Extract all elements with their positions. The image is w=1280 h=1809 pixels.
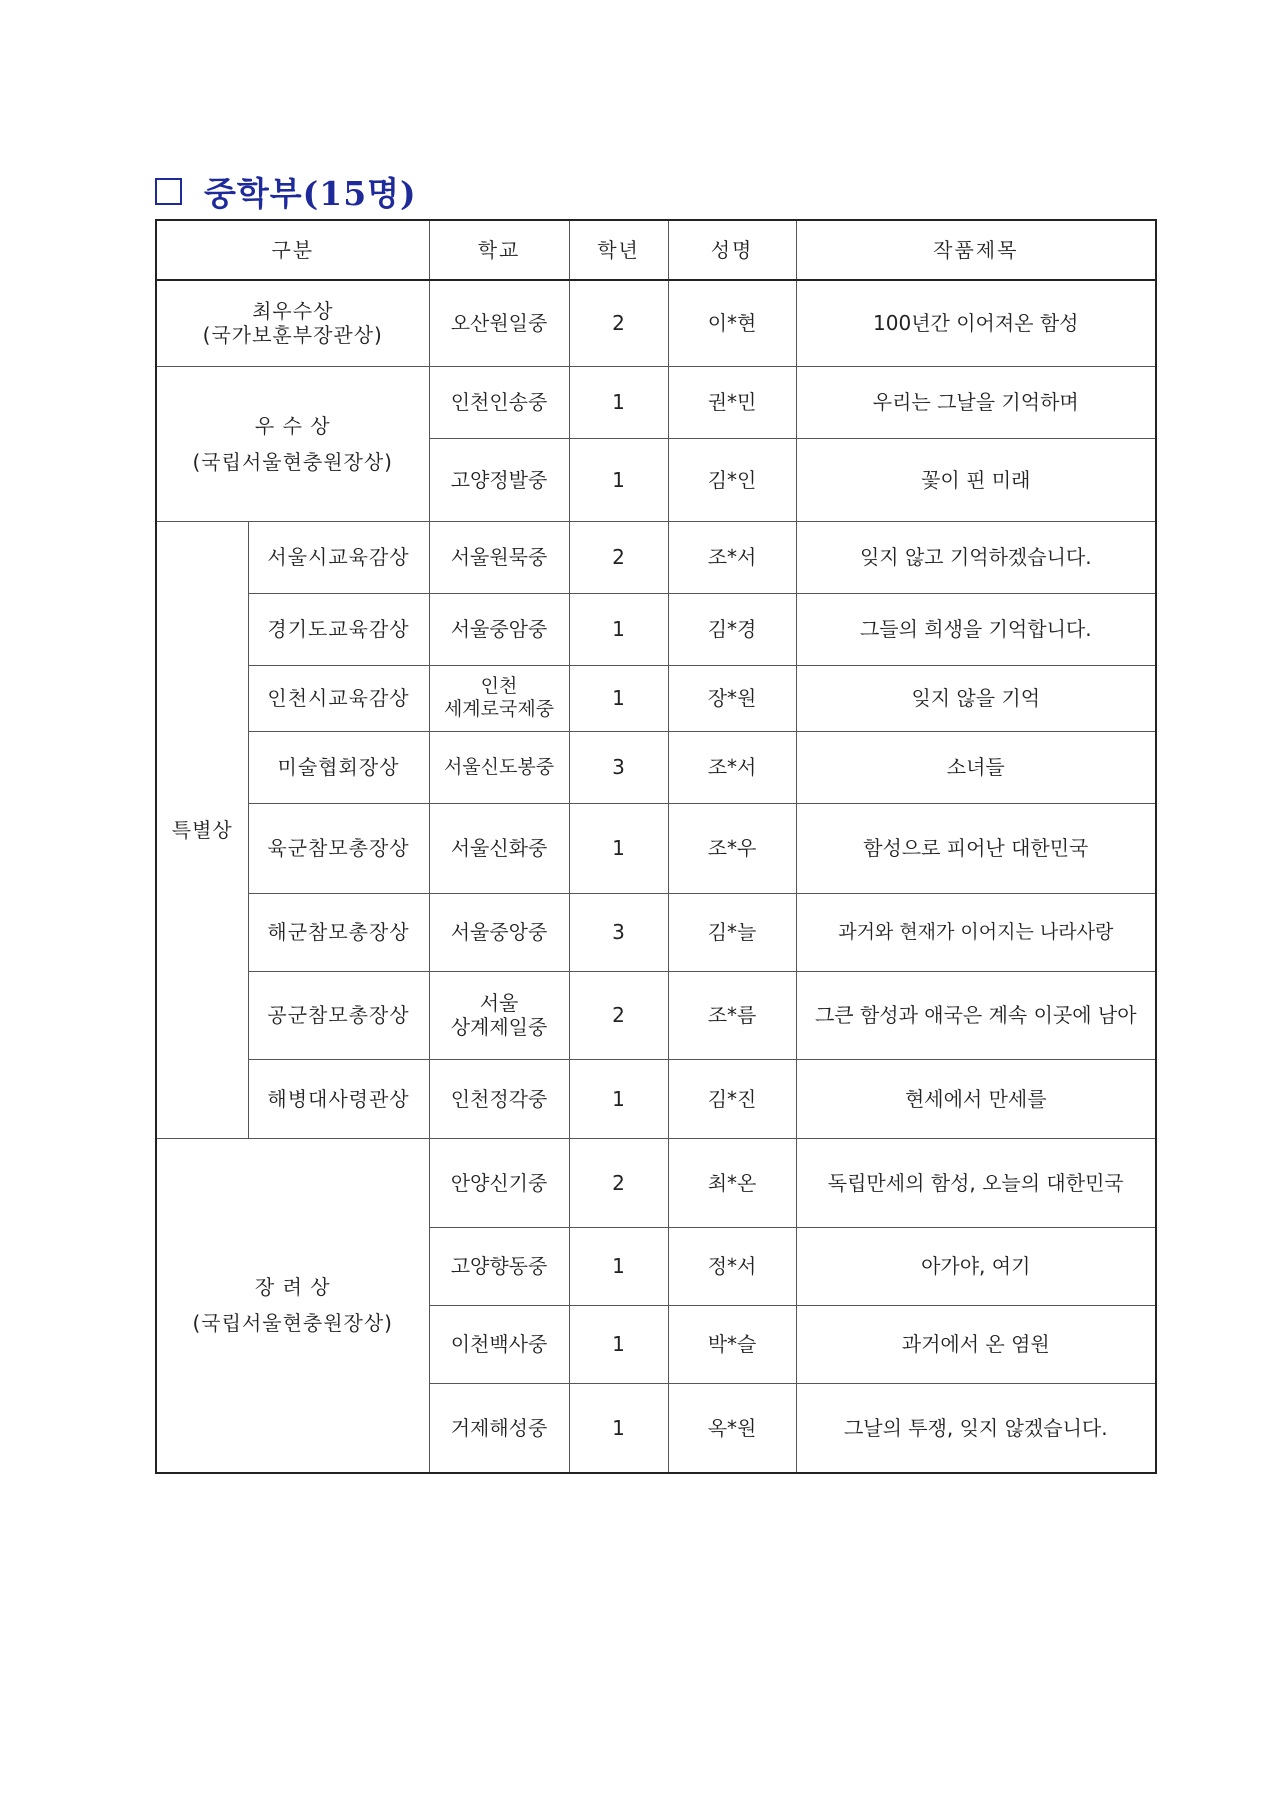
cell-title: 소녀들 [796,731,1156,803]
cell-title: 잊지 않고 기억하겠습니다. [796,521,1156,593]
cell-school: 거제해성중 [429,1383,569,1473]
category-grand-line1: 최우수상 [252,299,334,324]
category-special: 특별상 [156,521,248,1138]
cell-title: 아가야, 여기 [796,1227,1156,1305]
cell-school [429,893,569,971]
cell-name: 최*온 [668,1138,796,1227]
cell-award: 해병대사령관상 [248,1059,429,1138]
category-encouragement [156,1138,429,1473]
table-row [156,280,1156,366]
cell-name: 장*원 [668,665,796,731]
cell-school: 안양신기중 [429,1138,569,1227]
table-row [156,366,1156,438]
category-grand [156,280,429,366]
cell-name: 조*름 [668,971,796,1059]
cell-title: 잊지 않을 기억 [796,665,1156,731]
cell-name: 이*현 [668,280,796,366]
cell-title: 독립만세의 함성, 오늘의 대한민국 [796,1138,1156,1227]
table-row [156,1138,1156,1227]
cell-school-line1: 서울중암중 [450,617,548,641]
cell-name: 옥*원 [668,1383,796,1473]
cell-name: 김*경 [668,593,796,665]
cell-school [429,731,569,803]
category-excellence [156,366,429,521]
cell-school: 인천인송중 [429,366,569,438]
awards-table [155,219,1157,1474]
cell-name: 조*서 [668,521,796,593]
cell-award: 육군참모총장상 [248,803,429,893]
cell-name: 김*늘 [668,893,796,971]
cell-school: 고양향동중 [429,1227,569,1305]
cell-school [429,803,569,893]
cell-award: 서울시교육감상 [248,521,429,593]
cell-school-line1: 서울신화중 [450,836,548,860]
cell-grade: 1 [569,1059,668,1138]
category-grand-line2: (국가보훈부장관상) [202,323,383,348]
cell-grade: 1 [569,803,668,893]
header-category: 구분 [156,220,429,280]
cell-grade: 1 [569,1305,668,1383]
cell-school [429,521,569,593]
cell-title: 함성으로 피어난 대한민국 [796,803,1156,893]
cell-grade: 2 [569,280,668,366]
cell-school: 고양정발중 [429,438,569,521]
cell-grade: 2 [569,971,668,1059]
cell-grade: 3 [569,893,668,971]
cell-name: 권*민 [668,366,796,438]
cell-award: 인천시교육감상 [248,665,429,731]
cell-school-line1: 서울중앙중 [450,920,548,944]
cell-grade: 1 [569,366,668,438]
cell-school-line1: 인천정각중 [450,1086,548,1111]
table-row [156,731,1156,803]
cell-grade: 3 [569,731,668,803]
category-excellence-line1: 우 수 상 [254,413,331,438]
category-encouragement-line2: (국립서울현충원장상) [192,1311,393,1336]
cell-school: 이천백사중 [429,1305,569,1383]
cell-name: 조*우 [668,803,796,893]
table-row [156,971,1156,1059]
cell-school-line1: 서울원묵중 [450,545,548,569]
cell-grade: 1 [569,1383,668,1473]
cell-title: 과거에서 온 염원 [796,1305,1156,1383]
cell-award: 해군참모총장상 [248,893,429,971]
header-name: 성명 [668,220,796,280]
cell-name: 김*진 [668,1059,796,1138]
cell-school: 오산원일중 [429,280,569,366]
cell-school [429,665,569,731]
cell-award: 공군참모총장상 [248,971,429,1059]
cell-school-line1: 인천 [480,675,518,698]
cell-name: 정*서 [668,1227,796,1305]
cell-award: 경기도교육감상 [248,593,429,665]
table-header-row [156,220,1156,280]
table-row [156,803,1156,893]
cell-grade: 1 [569,593,668,665]
cell-school-line2: 상계제일중 [450,1015,548,1039]
cell-title: 그들의 희생을 기억합니다. [796,593,1156,665]
cell-school-line1: 서울 [479,991,519,1015]
header-school: 학교 [429,220,569,280]
category-excellence-line2: (국립서울현충원장상) [192,449,393,474]
cell-school [429,593,569,665]
cell-title: 우리는 그날을 기억하며 [796,366,1156,438]
cell-title: 꽃이 핀 미래 [796,438,1156,521]
cell-school-line2: 세계로국제중 [443,698,555,720]
cell-school [429,1059,569,1138]
cell-name: 조*서 [668,731,796,803]
header-title: 작품제목 [796,220,1156,280]
header-grade: 학년 [569,220,668,280]
cell-title: 100년간 이어져온 함성 [796,280,1156,366]
cell-name: 김*인 [668,438,796,521]
cell-title: 현세에서 만세를 [796,1059,1156,1138]
cell-title: 그큰 함성과 애국은 계속 이곳에 남아 [796,971,1156,1059]
cell-award: 미술협회장상 [248,731,429,803]
section-heading [155,168,417,215]
cell-title: 그날의 투쟁, 잊지 않겠습니다. [796,1383,1156,1473]
cell-grade: 2 [569,1138,668,1227]
checkbox-icon [155,178,182,205]
cell-name: 박*슬 [668,1305,796,1383]
table-row [156,593,1156,665]
cell-grade: 1 [569,438,668,521]
category-encouragement-line1: 장 려 상 [254,1275,331,1300]
cell-grade: 1 [569,665,668,731]
section-title: 중학부(15명) [204,174,417,213]
table-row [156,893,1156,971]
table-row [156,521,1156,593]
table-row [156,1059,1156,1138]
cell-grade: 1 [569,1227,668,1305]
cell-school [429,971,569,1059]
cell-grade: 2 [569,521,668,593]
cell-school-line1: 서울신도봉중 [443,755,555,778]
table-row [156,665,1156,731]
cell-title: 과거와 현재가 이어지는 나라사랑 [796,893,1156,971]
